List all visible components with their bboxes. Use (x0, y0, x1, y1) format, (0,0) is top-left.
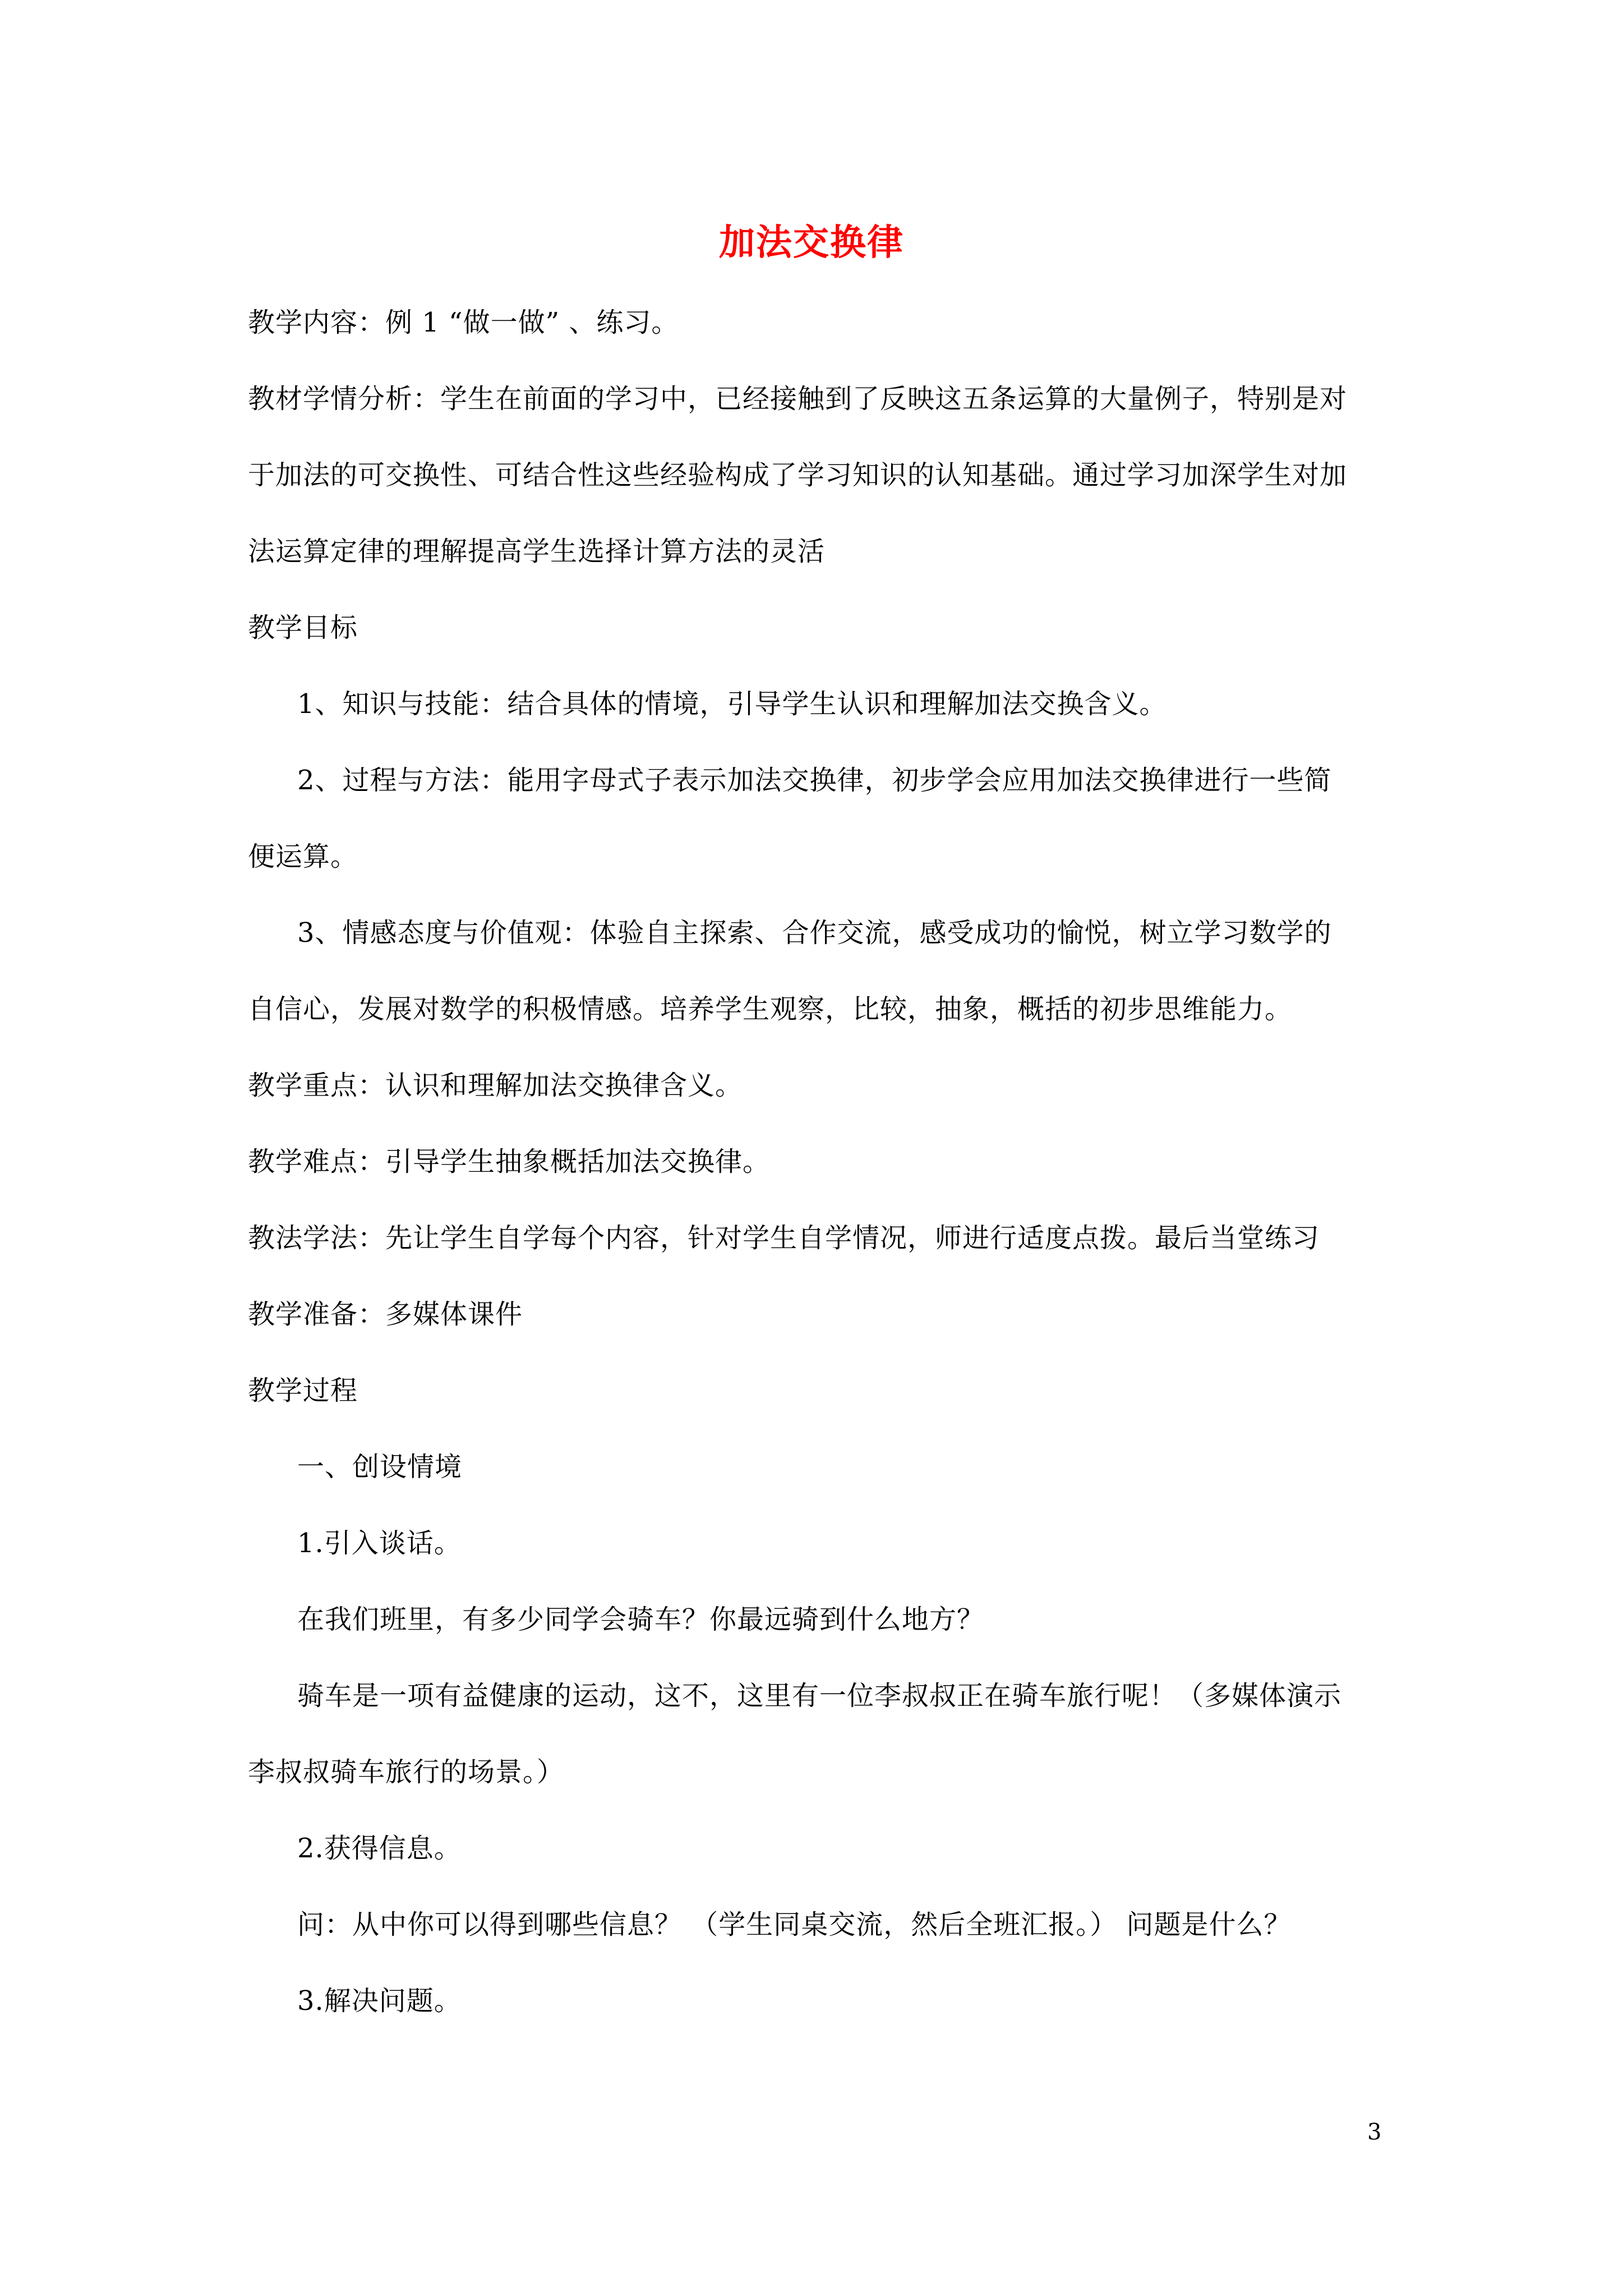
question-information: 问：从中你可以得到哪些信息？ （学生同桌交流，然后全班汇报。） 问题是什么？ (297, 1909, 1292, 1940)
teaching-difficulty: 教学难点：引导学生抽象概括加法交换律。 (248, 1146, 771, 1177)
objective-process-methods-line-2: 便运算。 (248, 841, 358, 872)
teaching-content: 教学内容：例 1 “做一做” 、练习。 (248, 307, 679, 338)
objective-attitude-line-1: 3、情感态度与价值观：体验自主探索、合作交流，感受成功的愉悦，树立学习数学的 (297, 917, 1332, 949)
document-title: 加法交换律 (719, 222, 904, 264)
material-analysis-line-3: 法运算定律的理解提高学生选择计算方法的灵活 (248, 536, 826, 567)
teaching-methods: 教法学法：先让学生自学每个内容，针对学生自学情况，师进行适度点拨。最后当堂练习 (248, 1222, 1320, 1254)
riding-description-line-1: 骑车是一项有益健康的运动，这不，这里有一位李叔叔正在骑车旅行呢！（多媒体演示 (297, 1680, 1342, 1711)
step-get-information: 2.获得信息。 (297, 1833, 462, 1864)
step-solve-problem: 3.解决问题。 (297, 1985, 462, 2017)
section-create-situation: 一、创设情境 (297, 1451, 463, 1483)
page-number: 3 (1367, 2119, 1382, 2145)
material-analysis-line-2: 于加法的可交换性、可结合性这些经验构成了学习知识的认知基础。通过学习加深学生对加 (248, 459, 1348, 491)
material-analysis-line-1: 教材学情分析：学生在前面的学习中，已经接触到了反映这五条运算的大量例子，特别是对 (248, 383, 1348, 415)
objective-process-methods-line-1: 2、过程与方法：能用字母式子表示加法交换律，初步学会应用加法交换律进行一些简 (297, 765, 1332, 796)
question-riding: 在我们班里，有多少同学会骑车？你最远骑到什么地方？ (297, 1604, 985, 1635)
objective-knowledge-skills: 1、知识与技能：结合具体的情境，引导学生认识和理解加法交换含义。 (297, 688, 1167, 720)
teaching-objectives-heading: 教学目标 (248, 612, 358, 643)
teaching-preparation: 教学准备：多媒体课件 (248, 1299, 523, 1330)
teaching-process-heading: 教学过程 (248, 1375, 358, 1406)
objective-attitude-line-2: 自信心，发展对数学的积极情感。培养学生观察，比较，抽象，概括的初步思维能力。 (248, 993, 1293, 1025)
step-introduction: 1.引入谈话。 (297, 1527, 462, 1559)
teaching-key-point: 教学重点：认识和理解加法交换律含义。 (248, 1070, 743, 1101)
riding-description-line-2: 李叔叔骑车旅行的场景。） (248, 1756, 565, 1788)
